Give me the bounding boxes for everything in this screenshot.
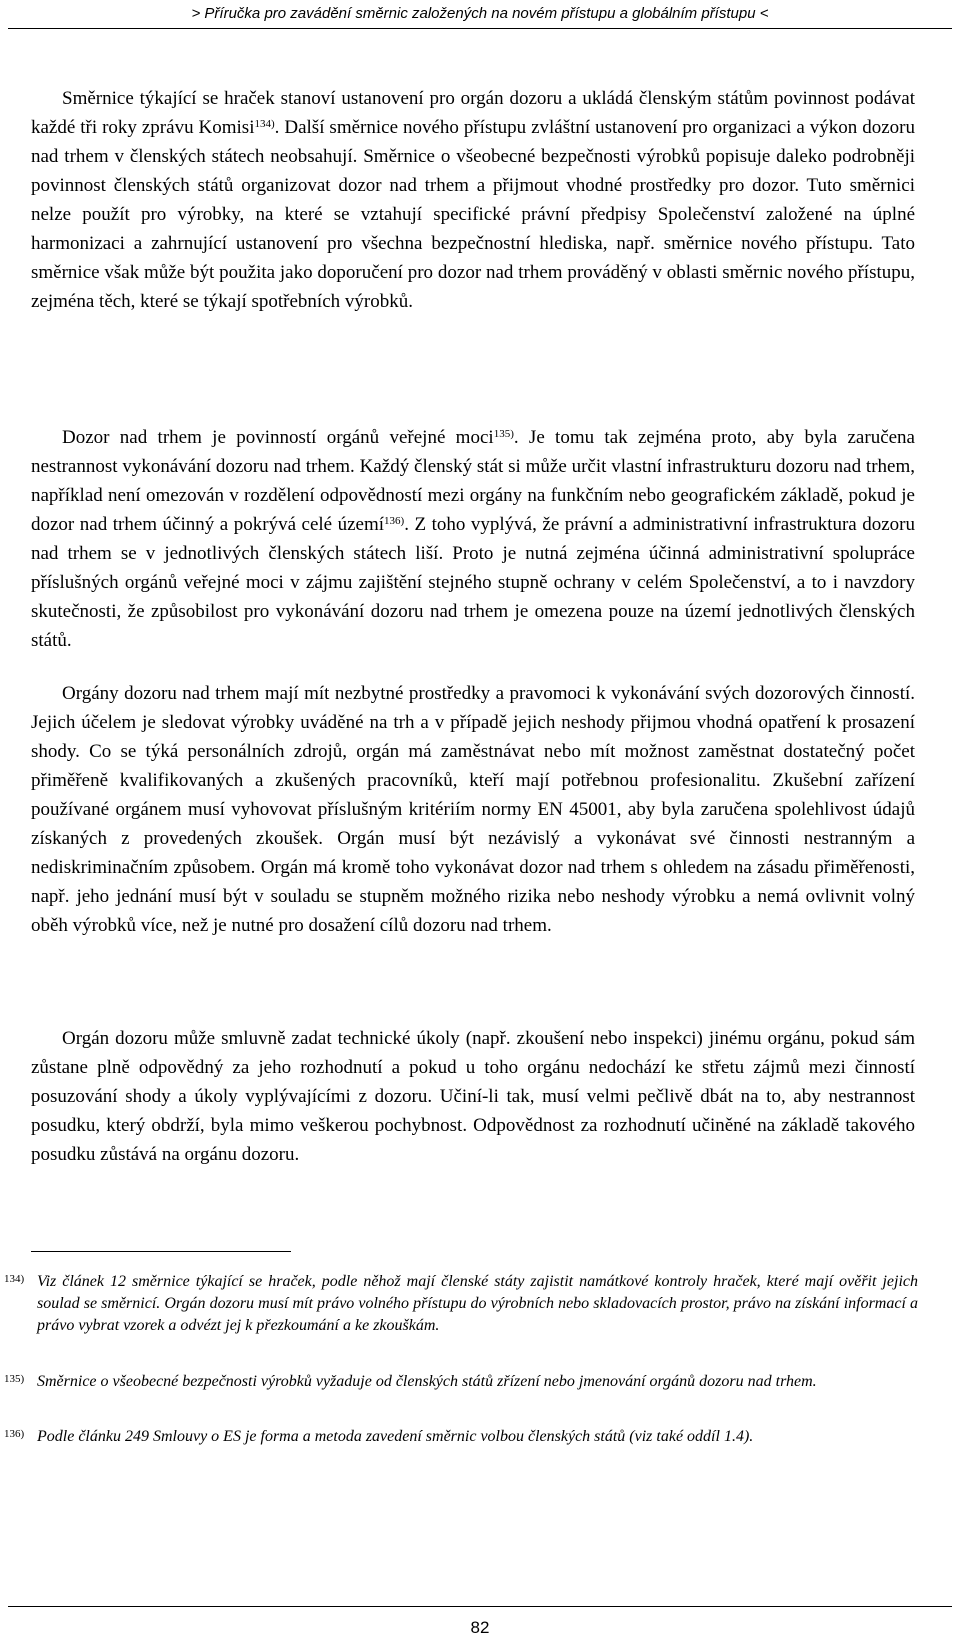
running-header: > Příručka pro zavádění směrnic založených na novém přístupu a globálním přístupu <: [191, 5, 769, 22]
paragraph-toys-directive: [31, 84, 915, 316]
footnote-ref-135[interactable]: 135): [493, 428, 514, 440]
paragraph-surveillance-resources: Orgány dozoru nad trhem mají mít nezbytné prostředky a pravomoci k vykonávání svých dozorových činností. Jejich účelem je sledovat výrobky uváděné na trh a v případě jejich neshody přijmou vhodná opatření k prosazení shody. Co se týká personálních zdrojů, orgán má zaměstnávat nebo mít možnost zaměstnat dostatečný počet přiměřeně kvalifikovaných a zkušených pracovníků, kteří mají potřebnou profesionalitu. Zkušební zařízení používané orgánem musí vyhovovat příslušným kritériím normy EN 45001, aby byla zaručena spolehlivost údajů získaných z provedených zkoušek. Orgán musí být nezávislý a vykonávat své činnosti nestranným a nediskriminačním způsobem. Orgán má kromě toho vykonávat dozor nad trhem s ohledem na zásadu přiměřenosti, např. jeho jednání musí být v souladu se stupněm možného rizika nebo neshody výrobku a nemá ovlivnit volný oběh výrobků více, než je nutné pro dosažení cílů dozoru nad trhem.: [31, 683, 915, 936]
footnote-number: 136): [4, 1428, 25, 1440]
footnote-135: [4, 1371, 918, 1393]
header-divider: [8, 28, 952, 29]
footnote-text: Podle článku 249 Smlouvy o ES je forma a metoda zavedení směrnic volbou členských států (viz také oddíl 1.4).: [37, 1428, 754, 1445]
paragraph-2-text-c: . Z toho vyplývá, že právní a administrativní infrastruktura dozoru nad trhem se v jednotlivých členských státech liší. Proto je nutná zejména účinná administrativní spolupráce příslušných orgánů veřejné moci v zájmu zajištění stejného stupně ochrany v celém Společenství, a to i navzdory skutečnosti, že způsobilost pro vykonávání dozoru nad trhem je omezena pouze na území jednotlivých členských států.: [31, 514, 916, 651]
page-number: 82: [470, 1618, 490, 1637]
footnote-136: [4, 1426, 918, 1448]
footnote-text: Směrnice o všeobecné bezpečnosti výrobků vyžaduje od členských států zřízení nebo jmenování orgánů dozoru nad trhem.: [37, 1373, 817, 1390]
footnote-number: 135): [4, 1373, 25, 1385]
footnote-ref-134[interactable]: 134): [254, 118, 275, 130]
footer-divider: [8, 1606, 952, 1607]
paragraph-1-text-b: . Další směrnice nového přístupu zvláštní ustanovení pro organizaci a výkon dozoru nad trhem v členských státech neobsahují. Směrnice o všeobecné bezpečnosti výrobků popisuje daleko podrobněji povinnost členských států organizovat dozor nad trhem a přijmout vhodné prostředky pro dozor. Tuto směrnici nelze použít pro výrobky, na které se vztahují specifické právní předpisy Společenství založené na úplné harmonizaci a zahrnující ustanovení pro všechna bezpečnostní hlediska, např. směrnice nového přístupu. Tato směrnice však může být použita jako doporučení pro dozor nad trhem prováděný v oblasti směrnic nového přístupu, zejména těch, které se týkají spotřebních výrobků.: [31, 117, 916, 312]
footnote-separator: [31, 1251, 291, 1252]
paragraph-public-authority: [31, 423, 915, 655]
footnote-number: 134): [4, 1273, 25, 1285]
footnote-ref-136[interactable]: 136): [384, 515, 405, 527]
paragraph-2-text-a: Dozor nad trhem je povinností orgánů veřejné moci: [62, 427, 494, 448]
footnote-text: Viz článek 12 směrnice týkající se hraček, podle něhož mají členské státy zajistit namátkové kontroly hraček, které mají ověřit jejich soulad se směrnicí. Orgán dozoru musí mít právo volného přístupu do výrobních nebo skladovacích prostor, právo na získání informací a právo vybrat vzorek a odvézt jej k přezkoumání a ke zkouškám.: [37, 1273, 918, 1334]
paragraph-2-text-b: . Je tomu tak zejména proto, aby byla zaručena nestrannost vykonávání dozoru nad trhem. Každý členský stát si může určit vlastní infrastrukturu dozoru nad trhem, například není omezován v rozdělení odpovědností mezi orgány na funkčním nebo geografickém základě, pokud je dozor nad trhem účinný a pokrývá celé území: [31, 427, 915, 535]
paragraph-subcontracting: Orgán dozoru může smluvně zadat technické úkoly (např. zkoušení nebo inspekci) jinému orgánu, pokud sám zůstane plně odpovědný za jeho rozhodnutí a pokud u toho orgánu nedochází ke střetu zájmů mezi činností posuzování shody a úkoly vyplývajícími z dozoru. Učiní-li tak, musí velmi pečlivě dbát na to, aby nestrannost posudku, který obdrží, byla mimo veškerou pochybnost. Odpovědnost za rozhodnutí učiněné na základě takového posudku zůstává na orgánu dozoru.: [31, 1028, 915, 1165]
paragraph-1-text-a: Směrnice týkající se hraček stanoví ustanovení pro orgán dozoru a ukládá členským státům povinnost podávat každé tři roky zprávu Komisi: [31, 88, 915, 138]
footnote-134: [4, 1271, 918, 1337]
